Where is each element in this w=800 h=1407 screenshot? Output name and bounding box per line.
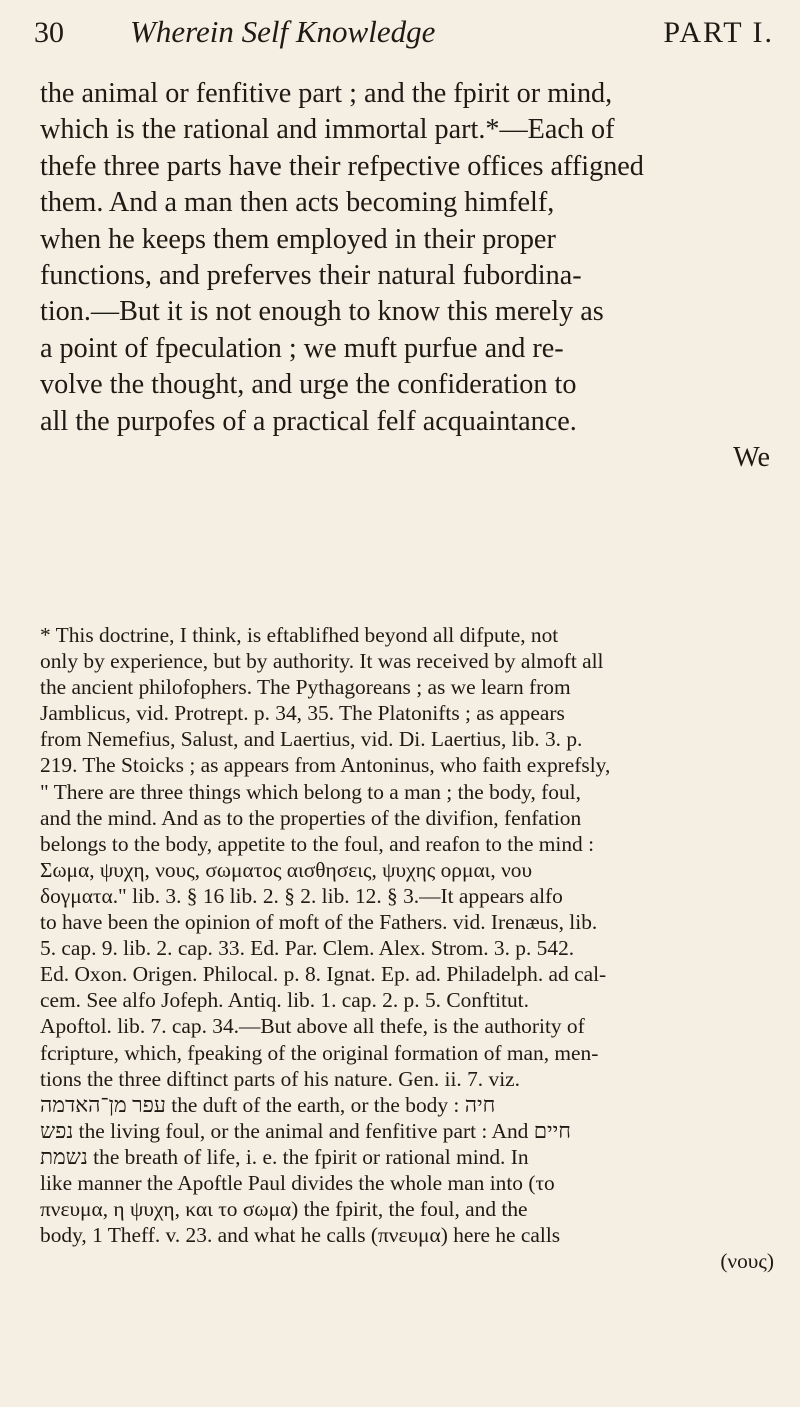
footnote-line: cem. See alfo Jofeph. Antiq. lib. 1. cap. 2. p. 5. Conftitut. [40,988,529,1013]
footnote-line: Ed. Oxon. Origen. Philocal. p. 8. Ignat. Ep. ad. Philadelph. ad cal- [40,962,607,987]
footnote-line: from Nemefius, Salust, and Laertius, vid. Di. Laertius, lib. 3. p. [40,727,583,752]
catchword: We [733,441,770,473]
main-text [40,76,780,476]
footnote-line: נפש the living foul, or the animal and fenfitive part : And חיים [40,1118,571,1143]
page-number: 30 [34,16,64,49]
running-header [34,10,774,58]
footnote-line: 5. cap. 9. lib. 2. cap. 33. Ed. Par. Clem. Alex. Strom. 3. p. 542. [40,936,575,961]
footnote-line: like manner the Apoftle Paul divides the whole man into (το [40,1170,555,1195]
footnote-line: עפר מן־האדמה the duft of the earth, or the body : חיה [40,1092,496,1117]
footnote-line: tions the three diftinct parts of his nature. Gen. ii. 7. viz. [40,1066,520,1091]
footnote-line: body, 1 Theff. v. 23. and what he calls (πνευμα) here he calls [40,1223,561,1248]
footnote-line: πνευμα, η ψυχη, και το σωμα) the fpirit, the foul, and the [40,1197,528,1222]
text-line: when he keeps them employed in their proper [40,223,556,255]
footnote-line: Apoftol. lib. 7. cap. 34.—But above all thefe, is the authority of [40,1014,585,1039]
footnote-line: Σωμα, ψυχη, νους, σωματος αισθησεις, ψυχης ορμαι, νου [40,857,533,882]
footnote-line: to have been the opinion of moft of the Fathers. vid. Irenæus, lib. [40,910,598,935]
footnote-line: נשמת the breath of life, i. e. the fpirit or rational mind. In [40,1144,529,1169]
text-line: volve the thought, and urge the confideration to [40,369,577,401]
footnote-line: * This doctrine, I think, is eftablifhed beyond all difpute, not [40,623,559,647]
footnote-line: the ancient philofophers. The Pythagoreans ; as we learn from [40,675,571,700]
text-line: a point of fpeculation ; we muft purfue and re- [40,332,564,364]
footnote [40,622,780,1274]
text-line: which is the rational and immortal part.*—Each of [40,114,615,146]
footnote-line: " There are three things which belong to a man ; the body, foul, [40,779,581,804]
footnote-line: fcripture, which, fpeaking of the original formation of man, men- [40,1040,599,1065]
text-line: thefe three parts have their refpective offices affigned [40,150,644,182]
text-line: all the purpofes of a practical felf acquaintance. [40,405,577,437]
text-line: tion.—But it is not enough to know this merely as [40,296,604,328]
footnote-line: Jamblicus, vid. Protrept. p. 34, 35. The Platonifts ; as appears [40,701,565,726]
footnote-line: only by experience, but by authority. It was received by almoft all [40,649,604,674]
part-label: PART I. [663,16,774,49]
running-title: Wherein Self Knowledge [130,14,436,49]
footnote-line: and the mind. And as to the properties of the divifion, fenfation [40,805,582,830]
text-line: them. And a man then acts becoming himfelf, [40,187,555,219]
text-line: functions, and preferves their natural fubordina- [40,259,582,291]
footnote-line: 219. The Stoicks ; as appears from Antoninus, who faith exprefsly, [40,753,611,778]
footnote-line: δογματα." lib. 3. § 16 lib. 2. § 2. lib. 12. § 3.—It appears alfo [40,883,563,908]
footnote-catchword: (νους) [720,1249,774,1274]
footnote-line: belongs to the body, appetite to the foul, and reafon to the mind : [40,831,595,856]
text-line: the animal or fenfitive part ; and the fpirit or mind, [40,78,613,109]
